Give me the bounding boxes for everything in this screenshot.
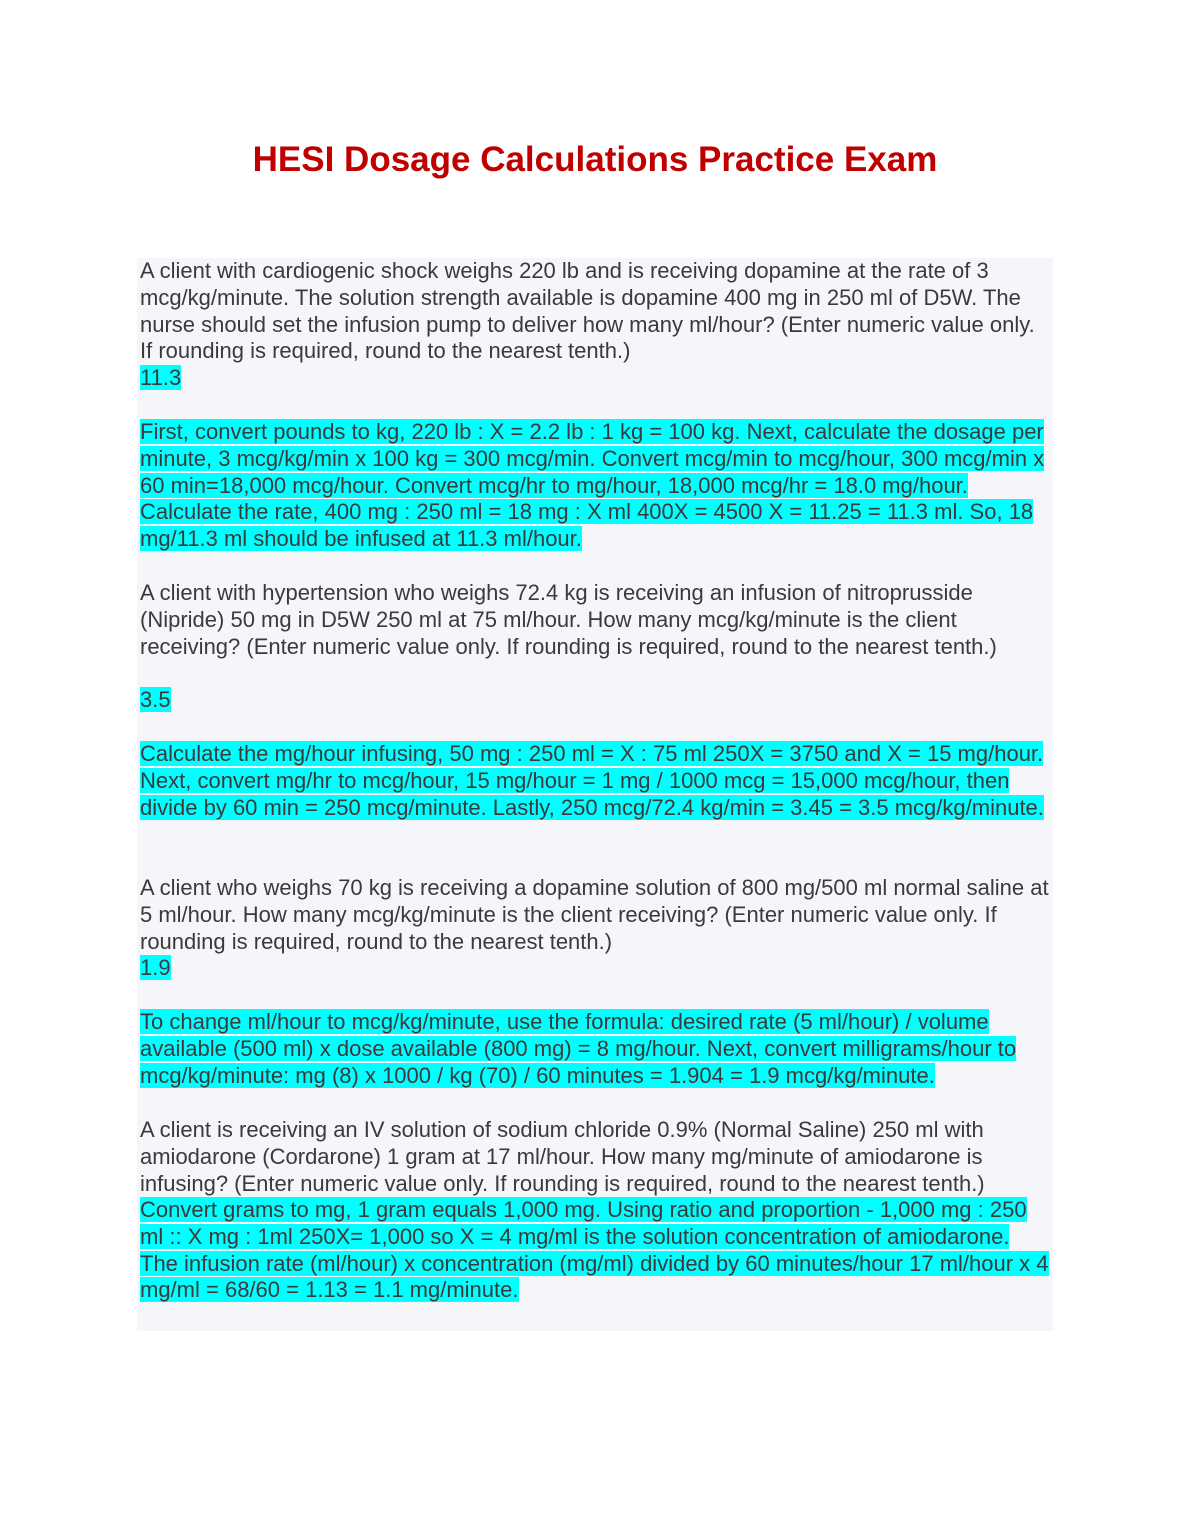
question-4-explanation-line [140,1197,1052,1304]
question-3-text: A client who weighs 70 kg is receiving a dopamine solution of 800 mg/500 ml normal saline at 5 ml/hour. How many mcg/kg/minute is the client receiving? (Enter numeric value only. If rounding is required, round to the nearest tenth.) [140,875,1049,954]
question-1-text: A client with cardiogenic shock weighs 220 lb and is receiving dopamine at the rate of 3 mcg/kg/minute. The solution strength available is dopamine 400 mg in 250 ml of D5W. The nurse should set the infusion pump to deliver how many ml/hour? (Enter numeric value only. If rounding is required, round to the nearest tenth.) [140,258,1035,364]
question-4-text: A client is receiving an IV solution of sodium chloride 0.9% (Normal Saline) 250 ml with amiodarone (Cordarone) 1 gram at 17 ml/hour. How many mg/minute of amiodarone is infusing? (Enter numeric value only. If rounding is required, round to the nearest tenth.) [140,1117,985,1196]
question-3-explanation: To change ml/hour to mcg/kg/minute, use the formula: desired rate (5 ml/hour) / volume available (500 ml) x dose available (800 mg) = 8 mg/hour. Next, convert milligrams/hour to mcg/kg/minute: mg (8) x 1000 / kg (70) / 60 minutes = 1.904 = 1.9 mcg/kg/minute. [140,1009,1017,1088]
question-2-explanation-line [140,741,1052,821]
question-3-answer: 1.9 [140,955,171,980]
question-3-explanation-line [140,1009,1052,1089]
question-2-answer: 3.5 [140,687,171,712]
question-3-answer-line [140,955,1052,982]
question-2-explanation: Calculate the mg/hour infusing, 50 mg : 250 ml = X : 75 ml 250X = 3750 and X = 15 mg/hour. Next, convert mg/hr to mcg/hour, 15 mg/hour = 1 mg / 1000 mcg = 15,000 mcg/hour, then divide by 60 min = 250 mcg/minute. Lastly, 250 mcg/72.4 kg/min = 3.45 = 3.5 mcg/kg/minute. [140,741,1044,820]
question-1-explanation: First, convert pounds to kg, 220 lb : X = 2.2 lb : 1 kg = 100 kg. Next, calculate the dosage per minute, 3 mcg/kg/min x 100 kg = 300 mcg/min. Convert mcg/min to mcg/hour, 300 mcg/min x 60 min=18,000 mcg/hour. Convert mcg/hr to mg/hour, 18,000 mcg/hr = 18.0 mg/hour. Calculate the rate, 400 mg : 250 ml = 18 mg : X ml 400X = 4500 X = 11.25 = 11.3 ml. So, 18 mg/11.3 ml should be infused at 11.3 ml/hour. [140,419,1045,552]
question-4-explanation: Convert grams to mg, 1 gram equals 1,000 mg. Using ratio and proportion - 1,000 mg : 250 ml :: X mg : 1ml 250X= 1,000 so X = 4 mg/ml is the solution concentration of amiodarone. The infusion rate (ml/hour) x concentration (mg/ml) divided by 60 minutes/hour 17 ml/hour x 4 mg/ml = 68/60 = 1.13 = 1.1 mg/minute. [140,1197,1049,1303]
page-title: HESI Dosage Calculations Practice Exam [252,140,938,179]
question-1-explanation-line [140,419,1052,553]
question-2-text: A client with hypertension who weighs 72.4 kg is receiving an infusion of nitroprusside (Nipride) 50 mg in D5W 250 ml at 75 ml/hour. How many mcg/kg/minute is the client receiving? (Enter numeric value only. If rounding is required, round to the nearest tenth.) [140,580,997,659]
question-2-answer-line [140,687,1052,714]
question-1-answer: 11.3 [140,365,182,390]
question-1-answer-line [140,365,1052,392]
